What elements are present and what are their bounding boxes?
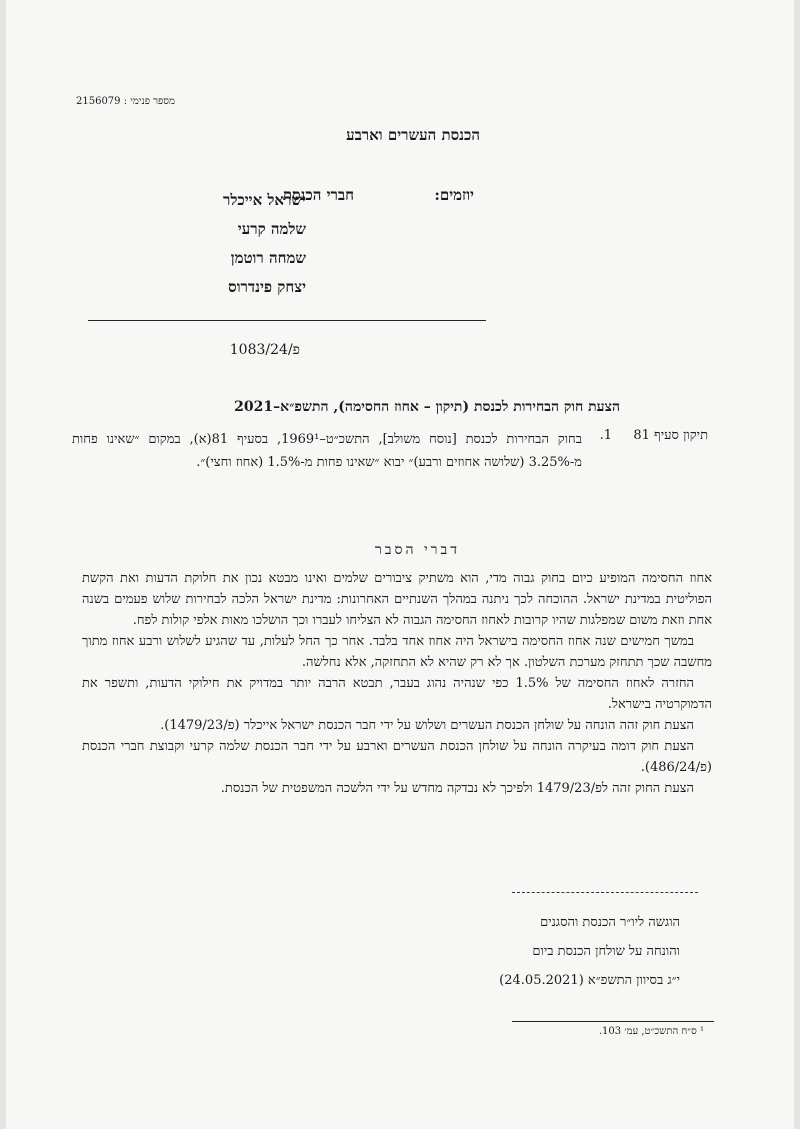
submission-block	[499, 908, 680, 995]
footnote-divider	[512, 1021, 714, 1022]
explanation-body	[82, 568, 712, 799]
bill-title: הצעת חוק הבחירות לכנסת (תיקון – אחוז החסימה), התשפ״א–2021	[234, 399, 620, 415]
submission-line: הוגשה ליו״ר הכנסת והסגנים	[540, 915, 680, 930]
page-edge-right	[794, 0, 800, 1129]
footnote: ¹ ס״ח התשכ״ט, עמ׳ 103.	[598, 1026, 704, 1037]
section-text: בחוק הבחירות לכנסת [נוסח משולב], התשכ״ט–1969¹, בסעיף 81(א), במקום ״שאינו פחות מ-3.25% (שלושה אחוזים ורבע)״ יבוא ״שאינו פחות מ-1.5% (אחוז וחצי)״.	[72, 432, 582, 470]
initiator-name: ישראל אייכלר	[222, 191, 306, 209]
explanation-paragraph: אחוז החסימה המופיע כיום בחוק גבוה מדי, הוא משתיק ציבורים שלמים ואינו מבטא נכון את חלוקת הדעות ואת הקשת הפוליטית במדינת ישראל. ההוכחה לכך ניתנה במהלך השנתיים האחרונות: מדינת ישראל הלכה לבחירות שלוש פעמים בשנה אחת וזאת משום שמפלגות שהיו קרובות לאחוז החסימה הגבוה לא הצליחו לעברו וכך הושלכו מאות אלפי קולות לפח.	[82, 571, 712, 628]
initiators-role: חברי הכנסת	[282, 186, 354, 204]
explanation-paragraph: במשך חמישים שנה אחוז החסימה בישראל היה אחוז אחד בלבד. אחר כך החל לעלות, עד שהגיע לשלוש ורבע אחוז מתוך מחשבה שכך תתחזק מערכת השלטון. אך לא רק שהיא לא התחזקה, אלא נחלשה.	[82, 634, 712, 670]
divider	[88, 320, 486, 321]
initiator-names	[223, 186, 306, 302]
initiator-name: שלמה קרעי	[237, 220, 306, 238]
explanation-title: דברי הסבר	[374, 542, 460, 558]
submission-line: והונחה על שולחן הכנסת ביום	[532, 944, 680, 959]
initiators-label: יוזמים:	[434, 186, 474, 204]
internal-number-label: מספר פנימי :	[123, 96, 175, 107]
explanation-paragraph: החזרה לאחוז החסימה של 1.5% כפי שנהיה נהוג בעבר, תבטא הרבה יותר במדויק את חילוקי הדעות, ותשפר את הדמוקרטיה בישראל.	[82, 676, 712, 712]
explanation-paragraph: הצעת חוק דומה בעיקרה הונחה על שולחן הכנסת העשרים וארבע על ידי חבר הכנסת שלמה קרעי וקבוצת חברי הכנסת (פ/486/24).	[82, 739, 712, 775]
internal-number	[76, 96, 175, 107]
explanation-paragraph: הצעת החוק זהה לפ/1479/23 ולפיכך לא נבדקה מחדש על ידי הלשכה המשפטית של הכנסת.	[220, 781, 694, 796]
section-number: 1.	[599, 428, 612, 443]
knesset-title: הכנסת העשרים וארבע	[346, 126, 480, 144]
submission-date: י״ג בסיוון התשפ״א (24.05.2021)	[499, 973, 680, 988]
dashed-divider	[512, 892, 698, 893]
internal-number-value: 2156079	[76, 96, 121, 107]
section-margin-label: תיקון סעיף 81	[633, 428, 708, 443]
bill-number: פ/1083/24	[229, 342, 300, 358]
initiator-name: שמחה רוטמן	[230, 249, 306, 267]
page-edge-left	[0, 0, 6, 1129]
explanation-paragraph: הצעת חוק זהה הונחה על שולחן הכנסת העשרים ושלוש על ידי חבר הכנסת ישראל אייכלר (פ/1479/23).	[160, 718, 694, 733]
initiator-name: יצחק פינדרוס	[228, 278, 306, 296]
